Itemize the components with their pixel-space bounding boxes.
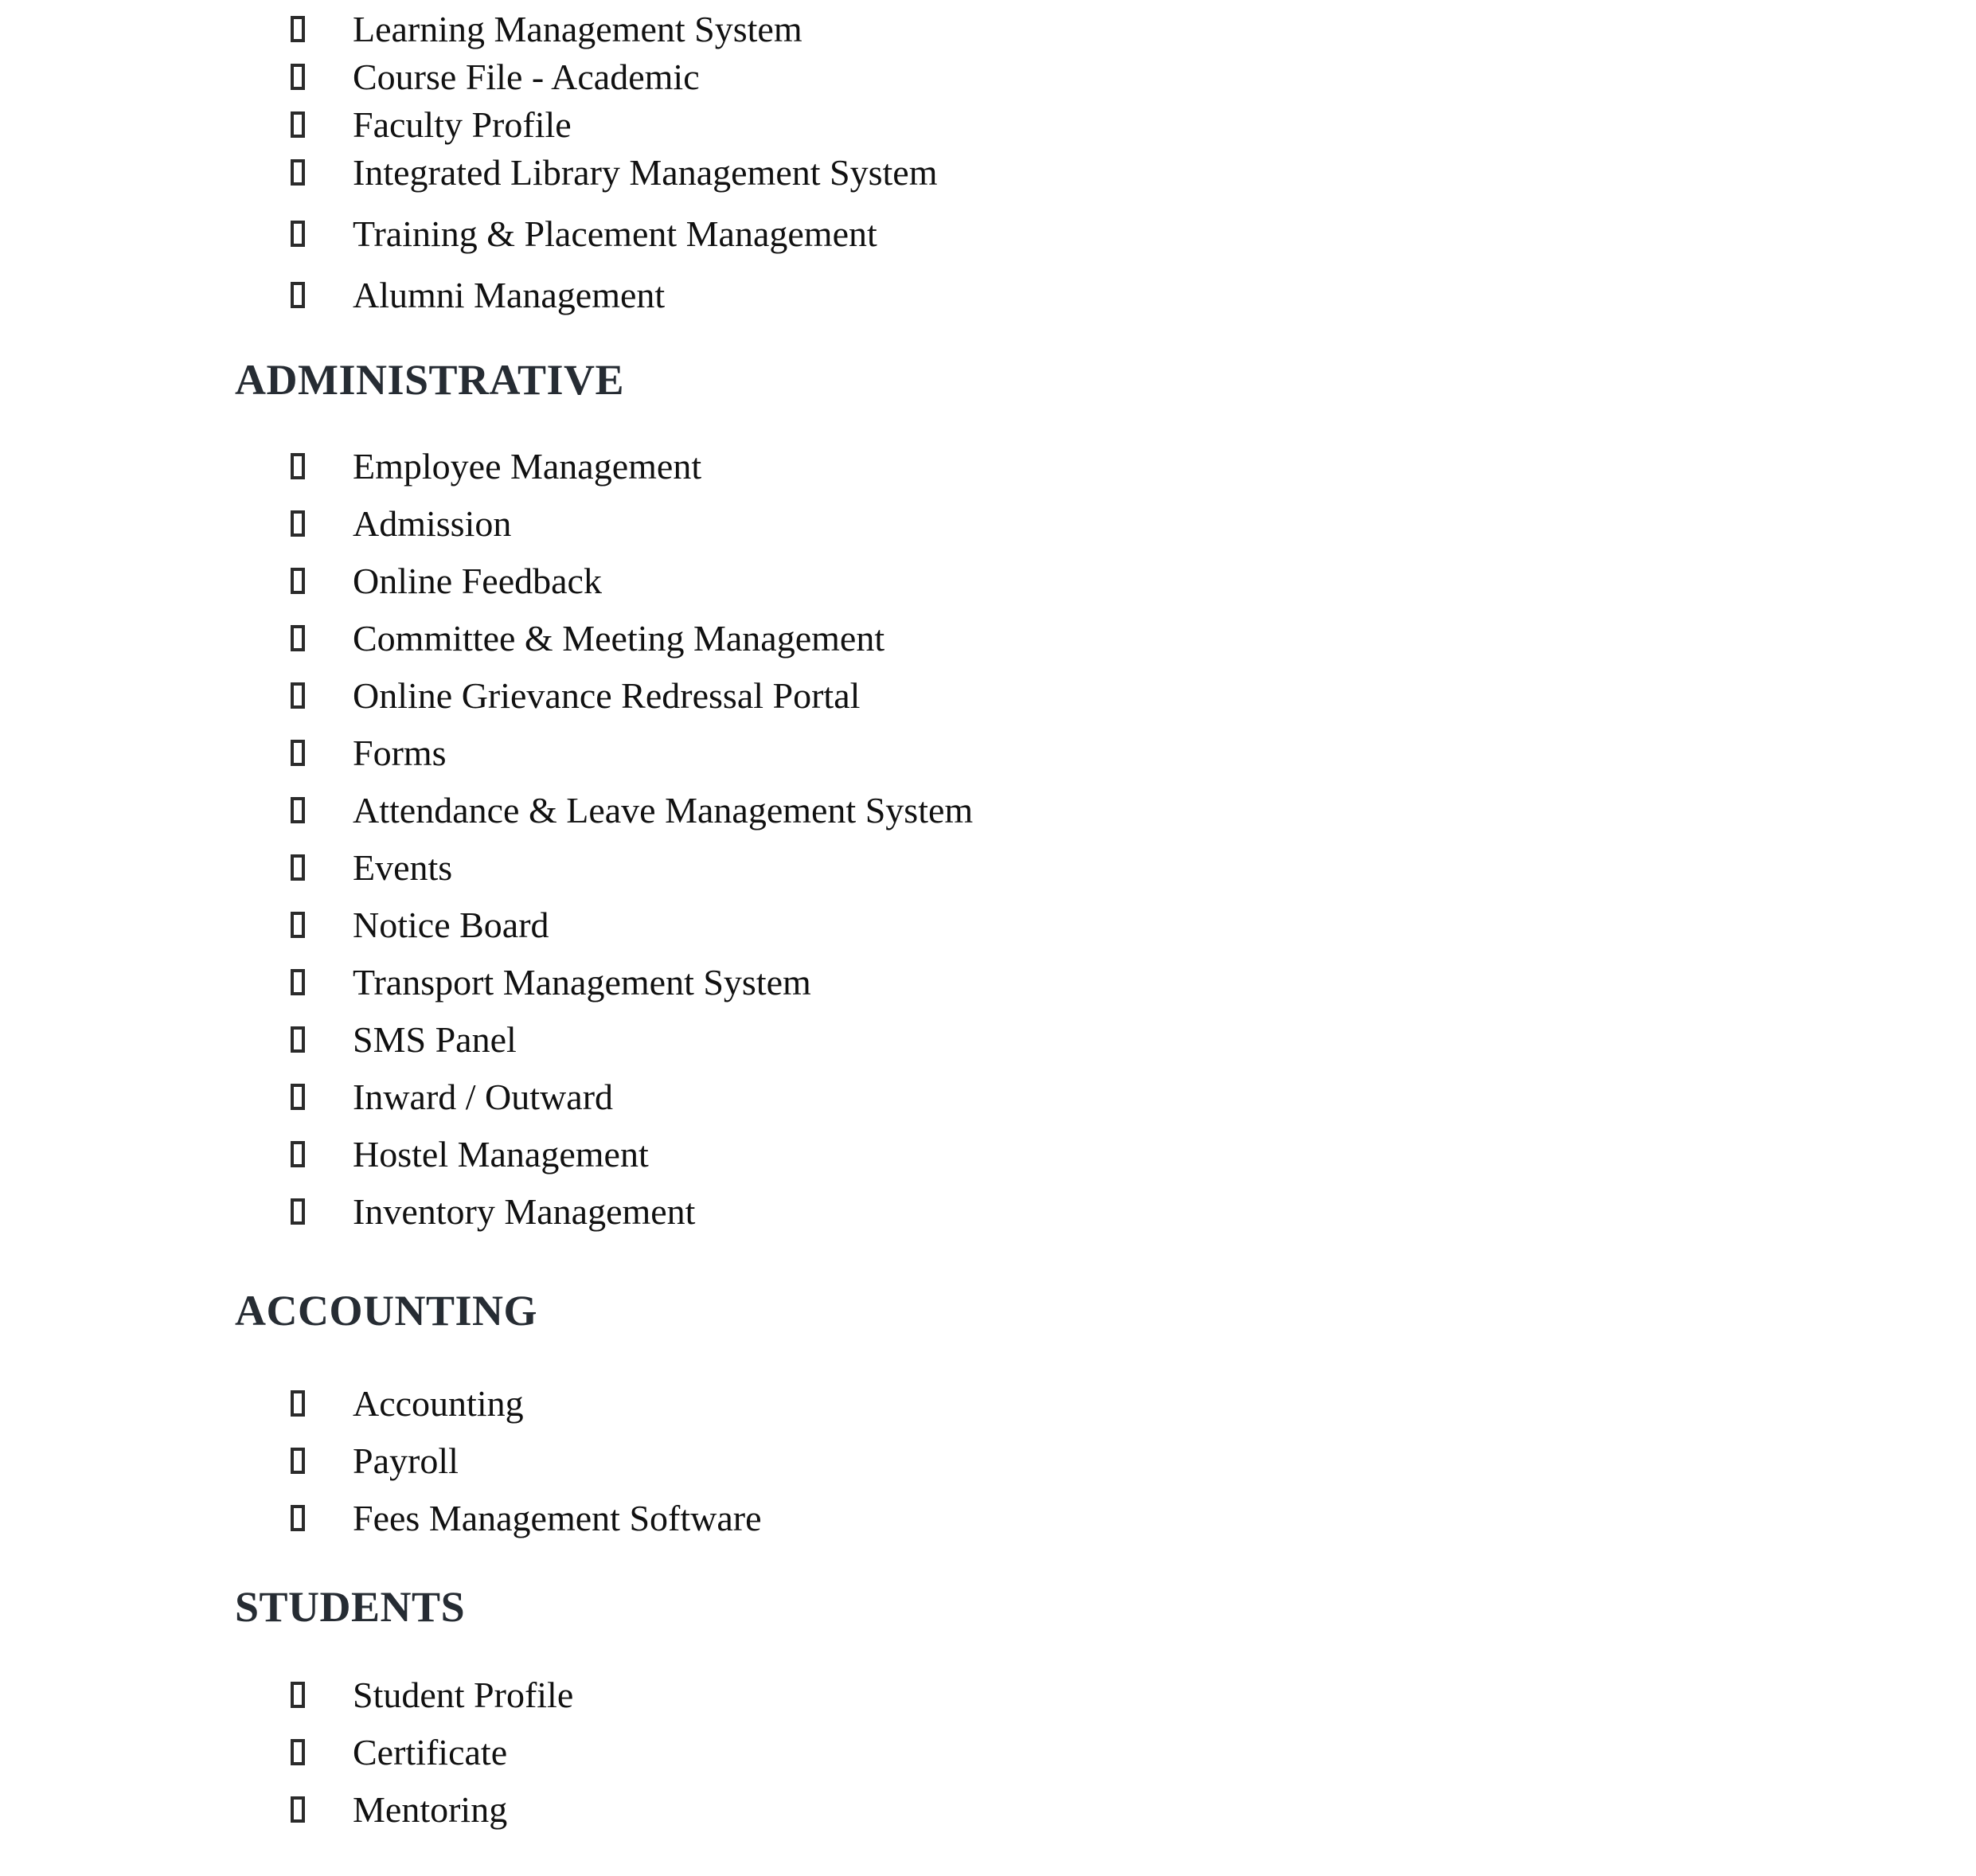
list-item xyxy=(291,781,1748,838)
missing-glyph-bullet-icon xyxy=(291,625,305,651)
missing-glyph-bullet-icon xyxy=(291,1198,305,1225)
missing-glyph-bullet-icon xyxy=(291,1682,305,1708)
missing-glyph-bullet-icon xyxy=(291,740,305,766)
module-list-academic xyxy=(235,5,1748,319)
list-item-label: Fees Management Software xyxy=(353,1497,762,1538)
section-heading-administrative: ADMINISTRATIVE xyxy=(235,356,625,404)
list-item xyxy=(291,1432,1748,1489)
list-item-label: Inward / Outward xyxy=(353,1076,614,1117)
missing-glyph-bullet-icon xyxy=(291,1448,305,1474)
list-item-label: Forms xyxy=(353,732,447,773)
section-heading-accounting: ACCOUNTING xyxy=(235,1287,538,1335)
list-item xyxy=(291,953,1748,1010)
list-item xyxy=(291,209,1748,257)
list-item-label: Payroll xyxy=(353,1440,459,1481)
list-item xyxy=(291,1125,1748,1182)
section-accounting xyxy=(235,1285,1748,1546)
module-list-accounting xyxy=(235,1374,1748,1546)
list-item xyxy=(291,724,1748,781)
list-item-label: Alumni Management xyxy=(353,274,666,315)
section-heading-students: STUDENTS xyxy=(235,1583,466,1631)
missing-glyph-bullet-icon xyxy=(291,1141,305,1167)
list-item xyxy=(291,609,1748,666)
list-item-label: Online Grievance Redressal Portal xyxy=(353,674,861,716)
missing-glyph-bullet-icon xyxy=(291,854,305,881)
list-item xyxy=(291,1666,1748,1723)
list-item xyxy=(291,1780,1748,1838)
list-item xyxy=(291,1182,1748,1240)
missing-glyph-bullet-icon xyxy=(291,453,305,479)
missing-glyph-bullet-icon xyxy=(291,1739,305,1765)
missing-glyph-bullet-icon xyxy=(291,1084,305,1110)
document-content xyxy=(235,5,1748,1838)
list-item xyxy=(291,494,1748,552)
section-administrative xyxy=(235,354,1748,1240)
list-item xyxy=(291,552,1748,609)
list-item xyxy=(291,896,1748,953)
list-item xyxy=(291,1068,1748,1125)
list-item xyxy=(291,666,1748,724)
missing-glyph-bullet-icon xyxy=(291,282,305,308)
missing-glyph-bullet-icon xyxy=(291,1505,305,1531)
missing-glyph-bullet-icon xyxy=(291,1796,305,1823)
missing-glyph-bullet-icon xyxy=(291,1026,305,1053)
list-item-label: SMS Panel xyxy=(353,1018,517,1060)
list-item-label: Admission xyxy=(353,502,512,544)
missing-glyph-bullet-icon xyxy=(291,1390,305,1417)
list-item xyxy=(291,1010,1748,1068)
list-item-label: Accounting xyxy=(353,1382,524,1424)
missing-glyph-bullet-icon xyxy=(291,969,305,995)
missing-glyph-bullet-icon xyxy=(291,568,305,594)
module-list-administrative xyxy=(235,437,1748,1240)
list-item-label: Transport Management System xyxy=(353,961,811,1002)
list-item-label: Certificate xyxy=(353,1731,508,1772)
section-academic-modules xyxy=(235,5,1748,319)
list-item xyxy=(291,148,1748,196)
section-students xyxy=(235,1581,1748,1838)
missing-glyph-bullet-icon xyxy=(291,510,305,537)
list-item-label: Committee & Meeting Management xyxy=(353,617,885,659)
list-item-label: Notice Board xyxy=(353,904,549,945)
list-item xyxy=(291,100,1748,148)
list-item-label: Events xyxy=(353,846,453,888)
list-item-label: Student Profile xyxy=(353,1674,574,1715)
list-item-label: Integrated Library Management System xyxy=(353,151,938,193)
list-item xyxy=(291,1489,1748,1546)
list-item xyxy=(291,271,1748,319)
list-item-label: Mentoring xyxy=(353,1788,508,1830)
list-item-label: Course File - Academic xyxy=(353,56,700,97)
list-item-label: Hostel Management xyxy=(353,1133,649,1174)
list-item xyxy=(291,5,1748,53)
list-item-label: Training & Placement Management xyxy=(353,213,877,254)
list-item xyxy=(291,1723,1748,1780)
list-item-label: Faculty Profile xyxy=(353,104,572,145)
list-item xyxy=(291,1374,1748,1432)
list-item xyxy=(291,838,1748,896)
missing-glyph-bullet-icon xyxy=(291,111,305,138)
list-item xyxy=(291,437,1748,494)
missing-glyph-bullet-icon xyxy=(291,64,305,90)
missing-glyph-bullet-icon xyxy=(291,912,305,938)
module-list-students xyxy=(235,1666,1748,1838)
missing-glyph-bullet-icon xyxy=(291,16,305,42)
list-item-label: Inventory Management xyxy=(353,1190,696,1232)
list-item xyxy=(291,53,1748,100)
list-item-label: Learning Management System xyxy=(353,8,803,49)
list-item-label: Employee Management xyxy=(353,445,702,487)
missing-glyph-bullet-icon xyxy=(291,159,305,186)
missing-glyph-bullet-icon xyxy=(291,797,305,823)
list-item-label: Attendance & Leave Management System xyxy=(353,789,974,831)
missing-glyph-bullet-icon xyxy=(291,682,305,709)
missing-glyph-bullet-icon xyxy=(291,221,305,247)
list-item-label: Online Feedback xyxy=(353,560,602,601)
